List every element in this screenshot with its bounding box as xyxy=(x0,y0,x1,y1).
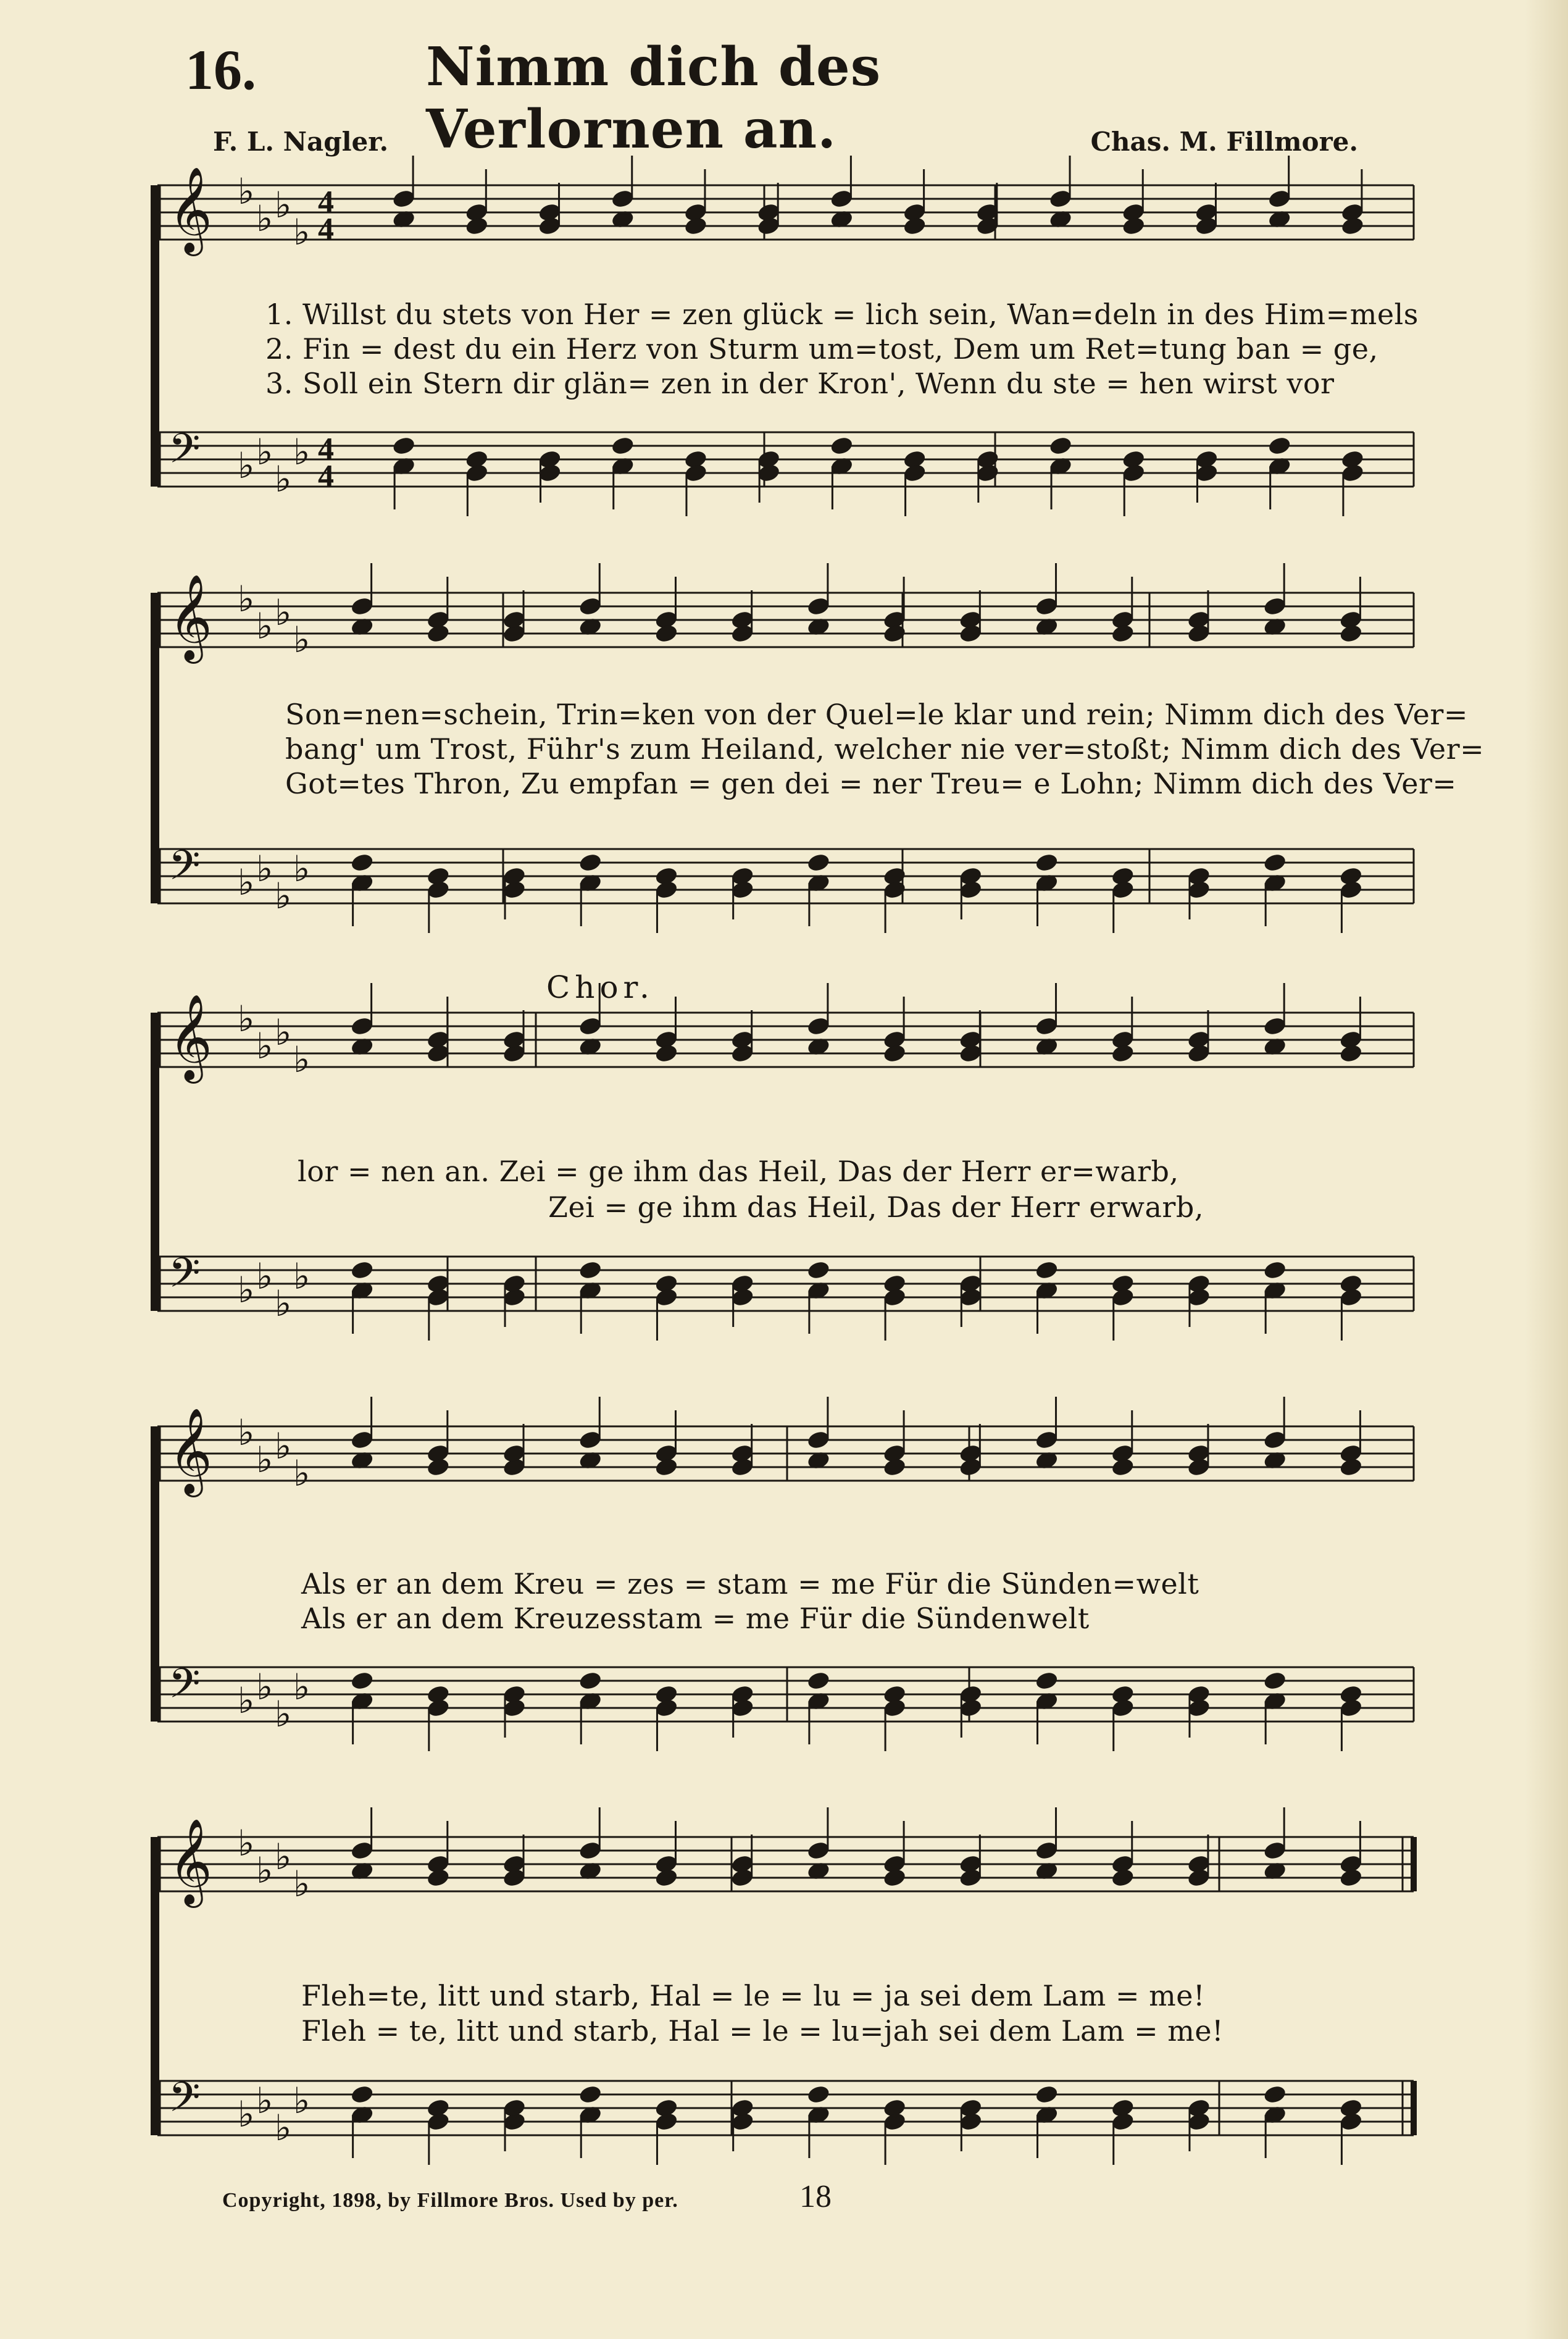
notehead xyxy=(611,435,635,456)
flat-sign: ♭ xyxy=(256,198,273,240)
notehead xyxy=(903,215,927,236)
notehead xyxy=(426,623,451,644)
verse-3-line-1: 3. Soll ein Stern dir glän= zen in der Kron', Wenn du ste = hen wirst vor xyxy=(265,367,1335,400)
chorus-line-3-lower: Fleh = te, litt und starb, Hal = le = lu=jah sei dem Lam = me! xyxy=(301,2014,1224,2048)
notehead xyxy=(350,852,375,873)
bass-clef: 𝄢 xyxy=(169,1660,201,1717)
flat-sign: ♭ xyxy=(293,1452,311,1494)
flat-sign: ♭ xyxy=(256,605,273,647)
page-number: 18 xyxy=(799,2179,832,2214)
notehead xyxy=(391,435,416,456)
bass-clef: 𝄢 xyxy=(169,425,201,482)
copyright-notice: Copyright, 1898, by Fillmore Bros. Used by per. xyxy=(222,2189,678,2212)
notehead xyxy=(654,1867,678,1888)
notehead xyxy=(1338,1867,1363,1888)
verse-3-line-2: Got=tes Thron, Zu empfan = gen dei = ner Treu= e Lohn; Nimm dich des Ver= xyxy=(285,767,1457,800)
notehead xyxy=(1121,215,1146,236)
flat-sign: ♭ xyxy=(238,170,255,212)
notehead xyxy=(578,1670,603,1691)
flat-sign: ♭ xyxy=(275,592,292,634)
treble-clef: 𝄞 xyxy=(169,574,212,660)
notehead xyxy=(654,1043,678,1064)
treble-clef: 𝄞 xyxy=(169,167,212,253)
notehead xyxy=(1267,435,1292,456)
time-signature-top: 4 xyxy=(318,185,334,220)
hymn-number: 16. xyxy=(185,38,256,101)
notehead xyxy=(1111,1457,1135,1478)
notehead xyxy=(464,215,489,236)
flat-sign: ♭ xyxy=(275,1693,292,1735)
chorus-line-1-upper: lor = nen an. Zei = ge ihm das Heil, Das der Herr er=warb, xyxy=(298,1155,1179,1188)
flat-sign: ♭ xyxy=(293,848,311,890)
notehead xyxy=(806,1260,831,1281)
flat-sign: ♭ xyxy=(275,1282,292,1324)
lyricist-credit: F. L. Nagler. xyxy=(213,127,389,157)
notehead xyxy=(882,1867,907,1888)
notehead xyxy=(1111,623,1135,644)
notehead xyxy=(806,852,831,873)
flat-sign: ♭ xyxy=(238,1269,255,1311)
flat-sign: ♭ xyxy=(256,2080,273,2122)
flat-sign: ♭ xyxy=(256,1439,273,1481)
notehead xyxy=(1034,852,1059,873)
flat-sign: ♭ xyxy=(238,861,255,903)
verse-1-line-2: Son=nen=schein, Trin=ken von der Quel=le klar und rein; Nimm dich des Ver= xyxy=(285,698,1468,731)
flat-sign: ♭ xyxy=(293,1666,311,1708)
flat-sign: ♭ xyxy=(275,1011,292,1053)
notehead xyxy=(1338,1043,1363,1064)
time-signature-top: 4 xyxy=(318,432,334,467)
notehead xyxy=(1338,1457,1363,1478)
notehead xyxy=(882,1457,907,1478)
flat-sign: ♭ xyxy=(238,445,255,487)
notehead xyxy=(683,215,708,236)
chorus-label: Chor. xyxy=(546,969,654,1005)
notehead xyxy=(1340,215,1365,236)
flat-sign: ♭ xyxy=(293,1255,311,1297)
chorus-line-3-upper: Fleh=te, litt und starb, Hal = le = lu = ja sei dem Lam = me! xyxy=(301,1979,1205,2012)
flat-sign: ♭ xyxy=(293,2080,311,2122)
notehead xyxy=(806,2084,831,2105)
notehead xyxy=(578,852,603,873)
chorus-line-2-upper: Als er an dem Kreu = zes = stam = me Für die Sünden=welt xyxy=(301,1567,1199,1600)
notehead xyxy=(882,1043,907,1064)
flat-sign: ♭ xyxy=(238,1412,255,1454)
flat-sign: ♭ xyxy=(293,1039,311,1081)
notehead xyxy=(578,1260,603,1281)
hymn-title: Nimm dich des Verlornen an. xyxy=(426,36,882,161)
notehead xyxy=(654,1457,678,1478)
flat-sign: ♭ xyxy=(275,184,292,226)
treble-clef: 𝄞 xyxy=(169,994,212,1080)
notehead xyxy=(1048,435,1073,456)
notehead xyxy=(1111,1867,1135,1888)
notehead xyxy=(1262,1670,1287,1691)
notehead xyxy=(578,2084,603,2105)
flat-sign: ♭ xyxy=(275,2107,292,2149)
notehead xyxy=(654,623,678,644)
bass-clef: 𝄢 xyxy=(169,842,201,899)
notehead xyxy=(350,2084,375,2105)
time-signature-bottom: 4 xyxy=(318,459,334,494)
composer-credit: Chas. M. Fillmore. xyxy=(1090,127,1358,157)
notehead xyxy=(1034,2084,1059,2105)
flat-sign: ♭ xyxy=(293,431,311,473)
flat-sign: ♭ xyxy=(238,1680,255,1722)
notehead xyxy=(1262,852,1287,873)
flat-sign: ♭ xyxy=(238,1822,255,1864)
chorus-line-1-lower: Zei = ge ihm das Heil, Das der Herr erwarb, xyxy=(548,1190,1204,1224)
notehead xyxy=(1034,1670,1059,1691)
flat-sign: ♭ xyxy=(275,875,292,917)
notehead xyxy=(829,435,854,456)
flat-sign: ♭ xyxy=(256,1255,273,1297)
flat-sign: ♭ xyxy=(238,2093,255,2135)
flat-sign: ♭ xyxy=(275,1425,292,1467)
flat-sign: ♭ xyxy=(293,619,311,661)
notehead xyxy=(1338,623,1363,644)
flat-sign: ♭ xyxy=(256,1666,273,1708)
treble-clef: 𝄞 xyxy=(169,1818,212,1904)
time-signature-bottom: 4 xyxy=(318,212,334,247)
bass-clef: 𝄢 xyxy=(169,2073,201,2131)
flat-sign: ♭ xyxy=(256,1025,273,1067)
notehead xyxy=(806,1670,831,1691)
flat-sign: ♭ xyxy=(256,848,273,890)
notehead xyxy=(1262,1260,1287,1281)
notehead xyxy=(1034,1260,1059,1281)
flat-sign: ♭ xyxy=(256,431,273,473)
flat-sign: ♭ xyxy=(238,998,255,1040)
verse-2-line-1: 2. Fin = dest du ein Herz von Sturm um=tost, Dem um Ret=tung ban = ge, xyxy=(265,332,1378,366)
treble-clef: 𝄞 xyxy=(169,1408,212,1494)
flat-sign: ♭ xyxy=(293,1863,311,1905)
flat-sign: ♭ xyxy=(275,1836,292,1878)
flat-sign: ♭ xyxy=(238,578,255,620)
chorus-line-2-lower: Als er an dem Kreuzesstam = me Für die Sündenwelt xyxy=(301,1602,1090,1635)
notehead xyxy=(350,1670,375,1691)
notehead xyxy=(1111,1043,1135,1064)
notehead xyxy=(426,1457,451,1478)
notehead xyxy=(426,1867,451,1888)
flat-sign: ♭ xyxy=(256,1849,273,1891)
verse-2-line-2: bang' um Trost, Führ's zum Heiland, welcher nie ver=stoßt; Nimm dich des Ver= xyxy=(285,732,1485,766)
flat-sign: ♭ xyxy=(275,458,292,500)
verse-1-line-1: 1. Willst du stets von Her = zen glück = lich sein, Wan=deln in des Him=mels xyxy=(265,298,1419,331)
bass-clef: 𝄢 xyxy=(169,1249,201,1307)
notehead xyxy=(350,1260,375,1281)
flat-sign: ♭ xyxy=(293,211,311,253)
notehead xyxy=(1262,2084,1287,2105)
